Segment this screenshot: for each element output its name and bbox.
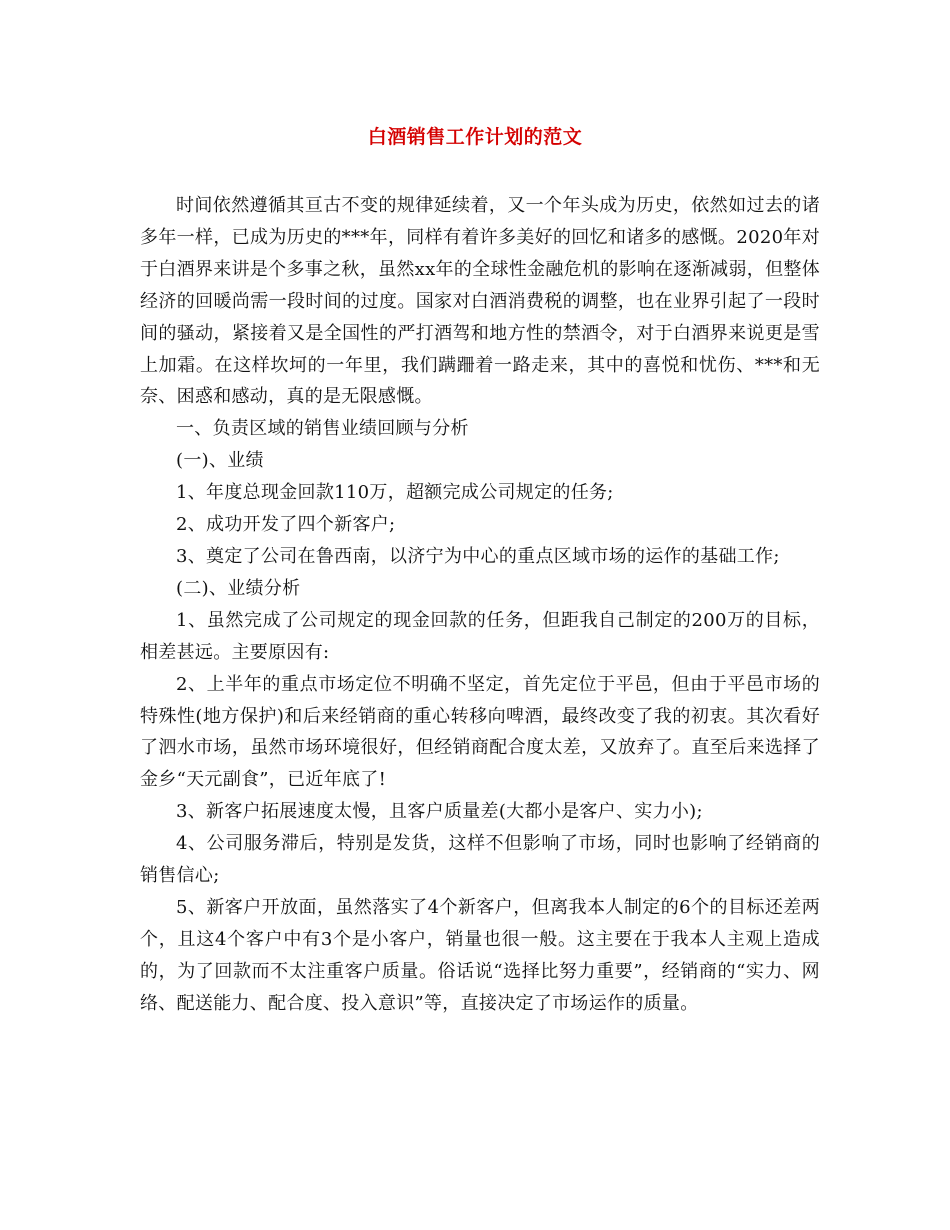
list-item: 1、年度总现金回款110万，超额完成公司规定的任务; (176, 482, 614, 504)
section-heading-1: 一、负责区域的销售业绩回顾与分析 (176, 418, 469, 440)
list-item: 2、成功开发了四个新客户; (176, 514, 396, 536)
subsection-heading-analysis: (二)、业绩分析 (176, 577, 301, 599)
list-item: 3、新客户拓展速度太慢，且客户质量差(大都小是客户、实力小); (176, 801, 703, 823)
document-body (140, 190, 820, 1020)
list-item: 5、新客户开放面，虽然落实了4个新客户，但离我本人制定的6个的目标还差两个，且这4个客户中有3个是小客户，销量也很一般。这主要在于我本人主观上造成的，为了回款而不太注重客户质量。俗话说“选择比努力重要”，经销商的“实力、网络、配送能力、配合度、投入意识”等，直接决定了市场运作的质量。 (140, 896, 820, 1014)
list-item: 1、虽然完成了公司规定的现金回款的任务，但距我自己制定的200万的目标，相差甚远。主要原因有: (140, 609, 820, 663)
list-item: 3、奠定了公司在鲁西南，以济宁为中心的重点区域市场的运作的基础工作; (176, 545, 780, 567)
list-item: 4、公司服务滞后，特别是发货，这样不但影响了市场，同时也影响了经销商的销售信心; (140, 833, 820, 887)
paragraph-intro: 时间依然遵循其亘古不变的规律延续着，又一个年头成为历史，依然如过去的诸多年一样，已成为历史的***年，同样有着许多美好的回忆和诸多的感慨。2020年对于白酒界来讲是个多事之秋，虽然xx年的全球性金融危机的影响在逐渐减弱，但整体经济的回暖尚需一段时间的过度。国家对白酒消费税的调整，也在业界引起了一段时间的骚动，紧接着又是全国性的严打酒驾和地方性的禁酒令，对于白酒界来说更是雪上加霜。在这样坎坷的一年里，我们蹒跚着一路走来，其中的喜悦和忧伤、***和无奈、困惑和感动，真的是无限感慨。 (140, 195, 820, 408)
document-title: 白酒销售工作计划的范文 (367, 126, 583, 148)
subsection-heading-performance: (一)、业绩 (176, 450, 264, 472)
list-item: 2、上半年的重点市场定位不明确不坚定，首先定位于平邑，但由于平邑市场的特殊性(地方保护)和后来经销商的重心转移向啤酒，最终改变了我的初衷。其次看好了泗水市场，虽然市场环境很好，但经销商配合度太差，又放弃了。直至后来选择了金乡“天元副食”，已近年底了! (140, 673, 820, 791)
